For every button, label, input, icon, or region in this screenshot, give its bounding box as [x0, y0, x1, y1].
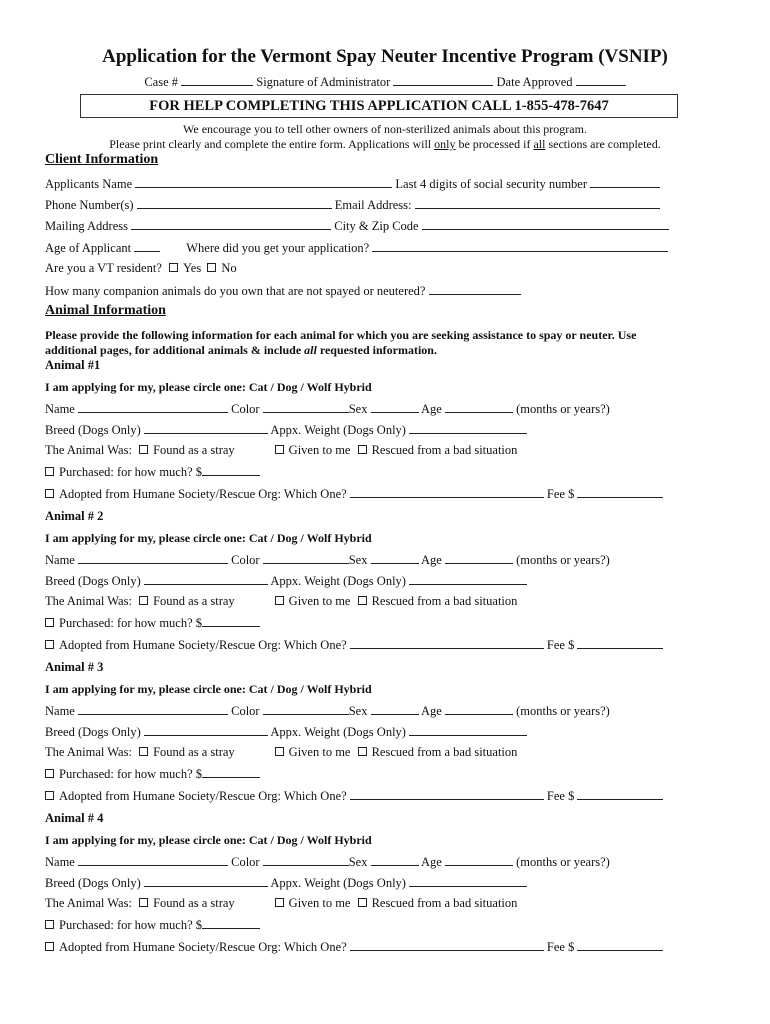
animal-3-adopted-row: Adopted from Humane Society/Rescue Org: Which One? Fee $: [45, 788, 663, 804]
where-field[interactable]: [372, 240, 668, 252]
animal-2-rescued-checkbox[interactable]: [358, 596, 367, 605]
animal-1-fee-field[interactable]: [577, 486, 663, 498]
animal-3-sex-field[interactable]: [371, 703, 419, 715]
date-approved-label: Date Approved: [496, 75, 573, 89]
animal-3-breed-field[interactable]: [144, 724, 268, 736]
animal-4-purchased-checkbox[interactable]: [45, 920, 54, 929]
animal-3-org-field[interactable]: [350, 788, 544, 800]
animal-4-breed-field[interactable]: [144, 875, 268, 887]
animal-3-species-prompt: I am applying for my, please circle one: Cat / Dog / Wolf Hybrid: [45, 682, 372, 696]
companions-row: How many companion animals do you own that are not spayed or neutered?: [45, 283, 521, 299]
animal-2-stray-checkbox[interactable]: [139, 596, 148, 605]
animal-4-fee-field[interactable]: [577, 939, 663, 951]
animal-1-stray-checkbox[interactable]: [139, 445, 148, 454]
animal-1-species-prompt: I am applying for my, please circle one: Cat / Dog / Wolf Hybrid: [45, 380, 372, 394]
email-field[interactable]: [415, 197, 660, 209]
applicant-age-field[interactable]: [134, 240, 160, 252]
animal-2-species-prompt: I am applying for my, please circle one: Cat / Dog / Wolf Hybrid: [45, 531, 372, 545]
help-box: FOR HELP COMPLETING THIS APPLICATION CALL 1-855-478-7647: [80, 94, 678, 118]
animal-3-heading: Animal # 3: [45, 660, 104, 674]
animal-1-purchase-price-field[interactable]: [202, 464, 260, 476]
animal-4-purchased-row: Purchased: for how much? $: [45, 917, 260, 933]
animal-1-org-field[interactable]: [350, 486, 544, 498]
animal-3-age-field[interactable]: [445, 703, 513, 715]
animal-1-given-checkbox[interactable]: [275, 445, 284, 454]
animal-2-purchase-price-field[interactable]: [202, 615, 260, 627]
animal-2-color-field[interactable]: [263, 552, 349, 564]
animal-2-age-field[interactable]: [445, 552, 513, 564]
animal-4-adopted-checkbox[interactable]: [45, 942, 54, 951]
animal-2-purchased-row: Purchased: for how much? $: [45, 615, 260, 631]
animal-4-sex-field[interactable]: [371, 854, 419, 866]
animal-4-heading: Animal # 4: [45, 811, 104, 825]
vt-resident-row: Are you a VT resident? Yes No: [45, 261, 237, 275]
applicants-name-row: Applicants Name Last 4 digits of social security number: [45, 176, 660, 192]
mailing-row: Mailing Address City & Zip Code: [45, 218, 669, 234]
animal-1-name-field[interactable]: [78, 401, 228, 413]
animal-1-adopted-checkbox[interactable]: [45, 489, 54, 498]
animal-1-heading: Animal #1: [45, 358, 101, 372]
animal-1-adopted-row: Adopted from Humane Society/Rescue Org: Which One? Fee $: [45, 486, 663, 502]
animal-1-color-field[interactable]: [263, 401, 349, 413]
animal-4-purchase-price-field[interactable]: [202, 917, 260, 929]
animal-3-weight-field[interactable]: [409, 724, 527, 736]
animal-4-weight-field[interactable]: [409, 875, 527, 887]
companions-field[interactable]: [429, 283, 521, 295]
animal-2-adopted-checkbox[interactable]: [45, 640, 54, 649]
animal-1-name-row: Name Color Sex Age (months or years?): [45, 402, 610, 416]
animal-1-purchased-row: Purchased: for how much? $: [45, 464, 260, 480]
vt-yes-checkbox[interactable]: [169, 263, 178, 272]
animal-4-name-row: Name Color Sex Age (months or years?): [45, 855, 610, 869]
case-field[interactable]: [181, 74, 253, 86]
animal-4-adopted-row: Adopted from Humane Society/Rescue Org: Which One? Fee $: [45, 939, 663, 955]
animal-3-color-field[interactable]: [263, 703, 349, 715]
ssn-field[interactable]: [590, 176, 660, 188]
animal-1-breed-row: Breed (Dogs Only) Appx. Weight (Dogs Only): [45, 422, 527, 438]
animal-4-age-field[interactable]: [445, 854, 513, 866]
animal-3-name-row: Name Color Sex Age (months or years?): [45, 704, 610, 718]
animal-4-stray-checkbox[interactable]: [139, 898, 148, 907]
animal-3-rescued-checkbox[interactable]: [358, 747, 367, 756]
admin-line: [0, 74, 770, 90]
animal-4-color-field[interactable]: [263, 854, 349, 866]
animal-2-org-field[interactable]: [350, 637, 544, 649]
animal-4-org-field[interactable]: [350, 939, 544, 951]
phone-field[interactable]: [137, 197, 332, 209]
animal-1-rescued-checkbox[interactable]: [358, 445, 367, 454]
animal-3-given-checkbox[interactable]: [275, 747, 284, 756]
animal-4-species-prompt: I am applying for my, please circle one: Cat / Dog / Wolf Hybrid: [45, 833, 372, 847]
animal-2-sex-field[interactable]: [371, 552, 419, 564]
animal-2-heading: Animal # 2: [45, 509, 104, 523]
vt-no-checkbox[interactable]: [207, 263, 216, 272]
date-approved-field[interactable]: [576, 74, 626, 86]
animal-2-name-field[interactable]: [78, 552, 228, 564]
phone-row: Phone Number(s) Email Address:: [45, 197, 660, 213]
encourage-note: We encourage you to tell other owners of non-sterilized animals about this program.: [183, 122, 587, 136]
age-row: Age of Applicant Where did you get your application?: [45, 240, 668, 256]
signature-field[interactable]: [393, 74, 493, 86]
animal-intro: Please provide the following information for each animal for which you are seeking assistance to spay or neuter. Use additional pages, for additional animals & include all requested information.: [45, 328, 637, 357]
animal-1-breed-field[interactable]: [144, 422, 268, 434]
mailing-address-field[interactable]: [131, 218, 331, 230]
client-information-heading: Client Information: [45, 152, 159, 167]
animal-4-rescued-checkbox[interactable]: [358, 898, 367, 907]
animal-1-sex-field[interactable]: [371, 401, 419, 413]
animal-3-breed-row: Breed (Dogs Only) Appx. Weight (Dogs Only): [45, 724, 527, 740]
animal-4-name-field[interactable]: [78, 854, 228, 866]
animal-3-name-field[interactable]: [78, 703, 228, 715]
animal-2-fee-field[interactable]: [577, 637, 663, 649]
form-title: Application for the Vermont Spay Neuter Incentive Program (VSNIP): [102, 46, 668, 67]
signature-label: Signature of Administrator: [256, 75, 391, 89]
animal-3-stray-checkbox[interactable]: [139, 747, 148, 756]
animal-4-given-checkbox[interactable]: [275, 898, 284, 907]
animal-4-origin-row: The Animal Was: Found as a stray Given to me Rescued from a bad situation: [45, 896, 518, 910]
animal-3-purchased-row: Purchased: for how much? $: [45, 766, 260, 782]
animal-3-purchase-price-field[interactable]: [202, 766, 260, 778]
animal-2-origin-row: The Animal Was: Found as a stray Given to me Rescued from a bad situation: [45, 594, 518, 608]
animal-3-purchased-checkbox[interactable]: [45, 769, 54, 778]
animal-2-purchased-checkbox[interactable]: [45, 618, 54, 627]
print-note: Please print clearly and complete the entire form. Applications will only be processed if all sections are completed.: [109, 137, 661, 151]
animal-1-age-field[interactable]: [445, 401, 513, 413]
animal-2-adopted-row: Adopted from Humane Society/Rescue Org: Which One? Fee $: [45, 637, 663, 653]
case-label: Case #: [144, 75, 178, 89]
animal-1-origin-row: The Animal Was: Found as a stray Given to me Rescued from a bad situation: [45, 443, 518, 457]
animal-2-breed-row: Breed (Dogs Only) Appx. Weight (Dogs Only): [45, 573, 527, 589]
animal-2-given-checkbox[interactable]: [275, 596, 284, 605]
animal-3-origin-row: The Animal Was: Found as a stray Given to me Rescued from a bad situation: [45, 745, 518, 759]
animal-1-purchased-checkbox[interactable]: [45, 467, 54, 476]
city-zip-field[interactable]: [422, 218, 669, 230]
animal-3-fee-field[interactable]: [577, 788, 663, 800]
animal-4-breed-row: Breed (Dogs Only) Appx. Weight (Dogs Only): [45, 875, 527, 891]
applicants-name-field[interactable]: [135, 176, 392, 188]
animal-2-breed-field[interactable]: [144, 573, 268, 585]
animal-information-heading: Animal Information: [45, 303, 166, 318]
animal-2-name-row: Name Color Sex Age (months or years?): [45, 553, 610, 567]
animal-2-weight-field[interactable]: [409, 573, 527, 585]
animal-1-weight-field[interactable]: [409, 422, 527, 434]
animal-3-adopted-checkbox[interactable]: [45, 791, 54, 800]
